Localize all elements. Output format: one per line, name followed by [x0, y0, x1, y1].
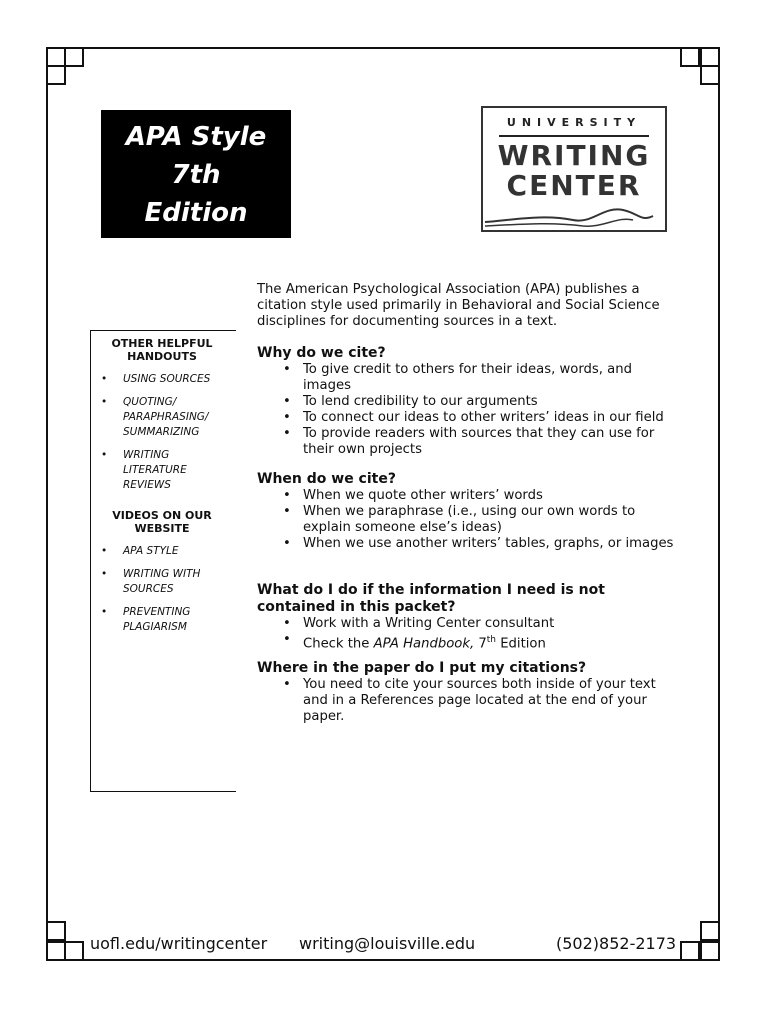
list-item: • To provide readers with sources that they can use for their own projects	[257, 426, 677, 458]
list-item: • When we paraphrase (i.e., using our own words to explain someone else’s ideas)	[257, 504, 677, 536]
corner-ornament-top-right	[680, 47, 720, 87]
when-heading: When do we cite?	[257, 471, 396, 487]
where-section	[257, 660, 677, 725]
footer-email[interactable]: writing@louisville.edu	[299, 934, 476, 953]
check-text: Check the	[303, 636, 374, 652]
list-item[interactable]: • WRITING WITH SOURCES	[91, 567, 223, 597]
list-item[interactable]: • PREVENTING PLAGIARISM	[91, 605, 223, 635]
where-list	[257, 677, 677, 725]
list-item: • To lend credibility to our arguments	[257, 394, 677, 410]
list-item	[257, 632, 677, 652]
list-item[interactable]: • APA STYLE	[91, 544, 223, 559]
title-box	[101, 110, 291, 238]
logo-center-text: CENTER	[506, 169, 642, 202]
list-item: • When we quote other writers’ words	[257, 488, 677, 504]
list-item: • To give credit to others for their ideas, words, and images	[257, 362, 677, 394]
sidebar-box	[90, 330, 236, 792]
list-item[interactable]: • QUOTING/ PARAPHRASING/ SUMMARIZING	[91, 395, 223, 440]
corner-ornament-top-left	[46, 47, 86, 87]
why-list	[257, 362, 677, 458]
videos-list	[91, 544, 233, 635]
list-item[interactable]: • USING SOURCES	[91, 372, 223, 387]
list-item: • When we use another writers’ tables, graphs, or images	[257, 536, 677, 552]
why-section	[257, 345, 677, 458]
title-line-1: APA Style	[125, 122, 267, 152]
footer-phone: (502)852-2173	[556, 934, 677, 953]
what-section	[257, 582, 677, 652]
when-list	[257, 488, 677, 552]
list-item: • You need to cite your sources both inside of your text and in a References page located at the end of your paper.	[257, 677, 677, 725]
edition-superscript: th	[486, 635, 497, 645]
edition-text: Edition	[496, 636, 546, 652]
list-item: • Work with a Writing Center consultant	[257, 616, 677, 632]
when-section	[257, 471, 677, 552]
writing-center-logo	[481, 106, 667, 232]
edition-number: 7	[474, 636, 487, 652]
logo-university-text: UNIVERSITY	[506, 116, 642, 129]
logo-writing-text: WRITING	[497, 139, 651, 172]
apa-handbook-text: APA Handbook,	[373, 636, 475, 652]
handouts-list	[91, 372, 233, 493]
why-heading: Why do we cite?	[257, 345, 386, 361]
list-item[interactable]: • WRITING LITERATURE REVIEWS	[91, 448, 223, 493]
title-line-2: 7th	[171, 160, 221, 190]
logo-wave-icon	[483, 200, 665, 230]
corner-ornament-bottom-right	[680, 921, 720, 961]
list-item: • To connect our ideas to other writers’ ideas in our field	[257, 410, 677, 426]
title-line-3: Edition	[144, 198, 248, 228]
handouts-heading: OTHER HELPFUL HANDOUTS	[111, 337, 213, 363]
footer-website[interactable]: uofl.edu/writingcenter	[90, 934, 268, 953]
where-heading: Where in the paper do I put my citations?	[257, 660, 587, 676]
intro-paragraph: The American Psychological Association (APA) publishes a citation style used primarily in Behavioral and Social Science disciplines for documenting sources in a text.	[257, 282, 660, 329]
what-list	[257, 616, 677, 652]
what-heading: What do I do if the information I need is not contained in this packet?	[257, 582, 605, 615]
logo-rule	[499, 135, 649, 137]
videos-heading: VIDEOS ON OUR WEBSITE	[112, 509, 212, 535]
corner-ornament-bottom-left	[46, 921, 86, 961]
